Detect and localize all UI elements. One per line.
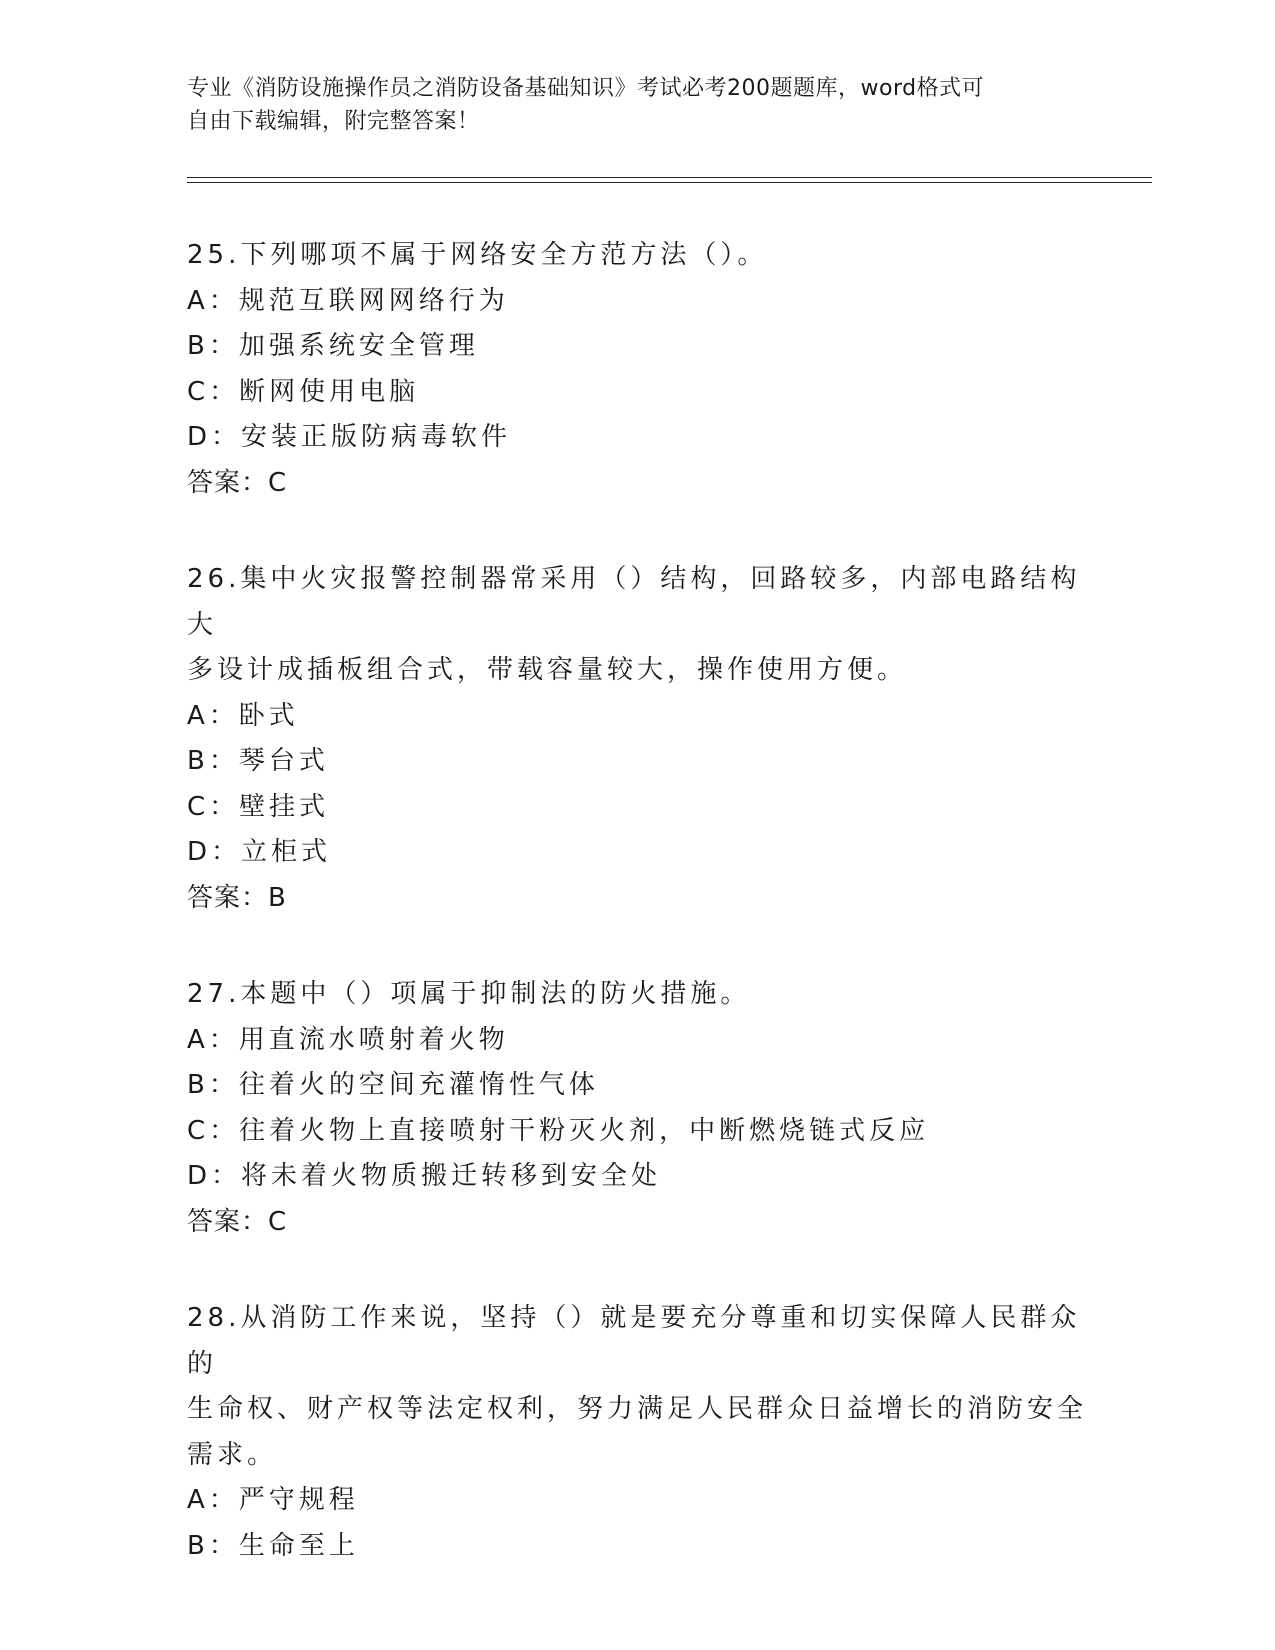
- question-27: [187, 972, 1087, 1245]
- question-stem-continued: 生命权、财产权等法定权利，努力满足人民群众日益增长的消防安全: [187, 1394, 1088, 1424]
- option-d: D：将未着火物质搬迁转移到安全处: [187, 1161, 662, 1191]
- question-stem-continued: 多设计成插板组合式，带载容量较大，操作使用方便。: [187, 655, 908, 685]
- option-b: B：琴台式: [187, 746, 329, 776]
- option-b: B：往着火的空间充灌惰性气体: [187, 1070, 599, 1100]
- option-c: C：断网使用电脑: [187, 376, 420, 407]
- question-28: [187, 1296, 1087, 1569]
- question-list: [187, 233, 1087, 1620]
- question-26: [187, 557, 1087, 921]
- answer: 答案：B: [187, 882, 287, 913]
- question-25: [187, 233, 1087, 506]
- answer: 答案：C: [187, 467, 288, 498]
- option-c: C：往着火物上直接喷射干粉灭火剂，中断燃烧链式反应: [187, 1115, 930, 1146]
- option-a: A：规范互联网网络行为: [187, 285, 509, 316]
- header-line-2: 自由下载编辑，附完整答案！: [187, 109, 480, 134]
- option-d: D：安装正版防病毒软件: [187, 422, 512, 452]
- header-divider-bottom: [187, 182, 1152, 183]
- question-stem: 28.从消防工作来说，坚持（）就是要充分尊重和切实保障人民群众的: [187, 1303, 1081, 1379]
- answer: 答案：C: [187, 1206, 288, 1237]
- option-b: B：生命至上: [187, 1530, 359, 1561]
- option-a: A：用直流水喷射着火物: [187, 1024, 509, 1055]
- option-b: B：加强系统安全管理: [187, 331, 479, 361]
- document-header: [187, 72, 1067, 138]
- option-d: D：立柜式: [187, 837, 332, 867]
- option-a: A：严守规程: [187, 1485, 359, 1515]
- option-a: A：卧式: [187, 700, 299, 731]
- option-c: C：壁挂式: [187, 791, 330, 822]
- question-stem-continued: 需求。: [187, 1439, 278, 1470]
- question-stem: 26.集中火灾报警控制器常采用（）结构，回路较多，内部电路结构大: [187, 564, 1081, 640]
- header-line-1: 专业《消防设施操作员之消防设备基础知识》考试必考200题题库，word格式可: [187, 76, 985, 101]
- question-stem: 25.下列哪项不属于网络安全方范方法（）。: [187, 240, 768, 270]
- question-stem: 27.本题中（）项属于抑制法的防火措施。: [187, 979, 751, 1009]
- header-divider-top: [187, 177, 1152, 178]
